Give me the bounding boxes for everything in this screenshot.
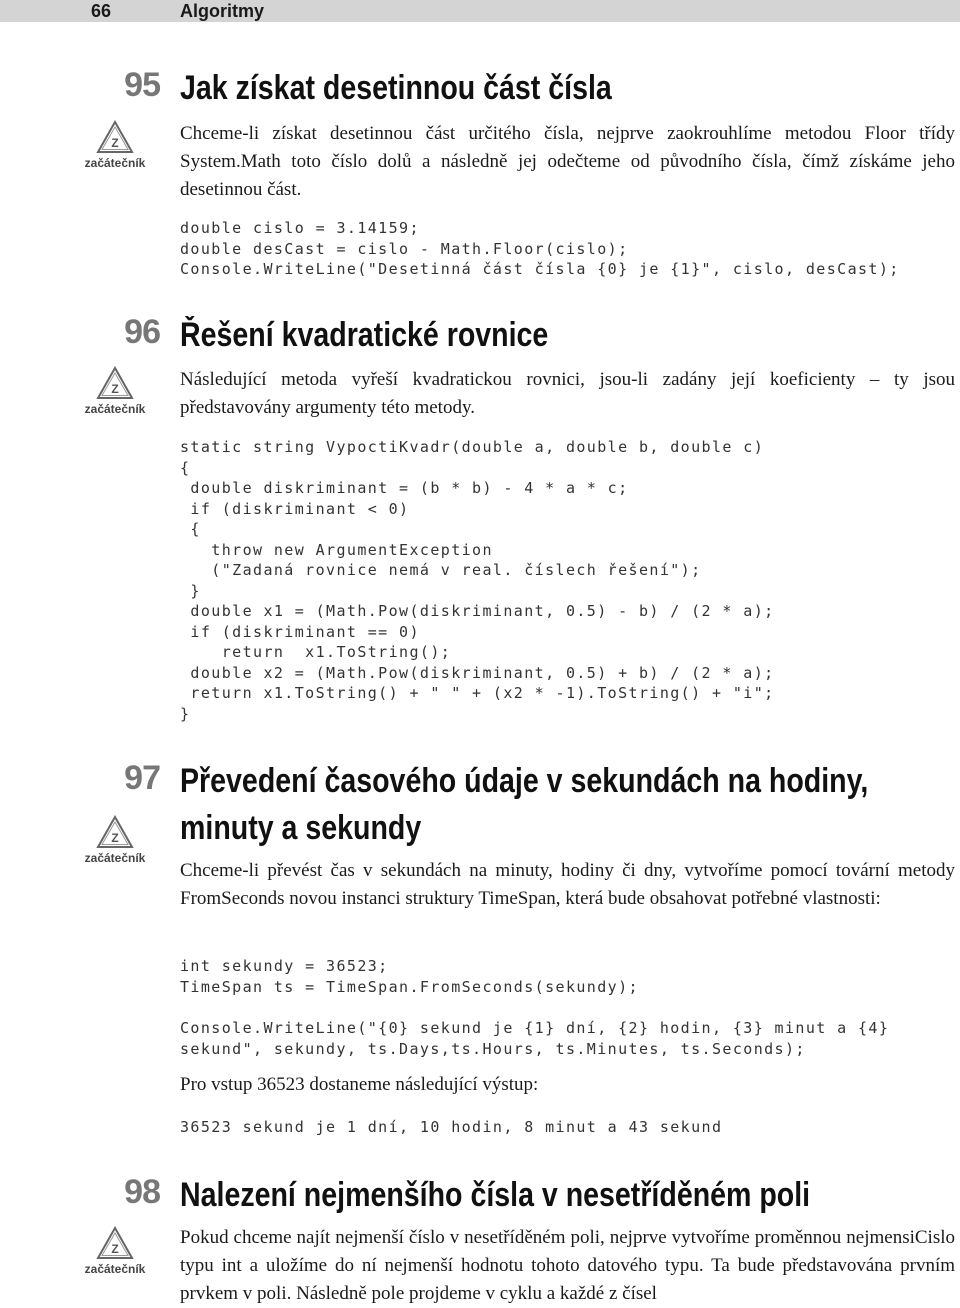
badge-letter: Z [111, 831, 119, 845]
page-number: 66 [91, 1, 112, 21]
tip-number-96: 96 [124, 313, 160, 351]
beginner-badge [84, 1226, 146, 1286]
tip-paragraph-97: Chceme-li převést čas v sekundách na minuty, hodiny či dny, vytvoříme pomocí tovární metody FromSeconds novou instanci struktury TimeSpan, která bude obsahovat potřebné vlastnosti: [180, 860, 955, 909]
code-block-97b: Console.WriteLine("{0} sekund je {1} dní, {2} hodin, {3} minut a {4} sekund", sekundy, ts.Days,ts.Hours, ts.Minutes, ts.Seconds); [180, 1019, 890, 1058]
badge-letter: Z [111, 1242, 119, 1256]
code-block-95: double cislo = 3.14159; double desCast = cislo - Math.Floor(cislo); Console.WriteLine("Desetinná část čísla {0} je {1}", cislo, desCast); [180, 219, 900, 278]
tip-paragraph-95: Chceme-li získat desetinnou část určitého čísla, nejprve zaokrouhlíme metodou Floor třídy System.Math toto číslo dolů a následně jej odečteme od původního čísla, čímž získáme jeho desetinnou část. [180, 123, 955, 200]
beginner-badge [84, 815, 146, 875]
tip-paragraph-96: Následující metoda vyřeší kvadratickou rovnici, jsou-li zadány její koeficienty – ty jsou představovány argumenty této metody. [180, 369, 955, 418]
warning-triangle-icon [96, 120, 134, 154]
tip-paragraph-98: Pokud chceme najít nejmenší číslo v nesetříděném poli, nejprve vytvoříme proměnnou nejmensiCislo typu int a uložíme do ní nejmenší hodnotu tohoto datového typu. Ta bude představována prvním prvkem v poli. Následně pole projdeme v cyklu a každé z čísel [180, 1227, 955, 1304]
tip-number-97: 97 [124, 759, 160, 797]
badge-label: začátečník [84, 1262, 146, 1276]
tip-title-98: Nalezení nejmenšího čísla v nesetříděném poli [180, 1176, 811, 1214]
code-block-97a: int sekundy = 36523; TimeSpan ts = TimeSpan.FromSeconds(sekundy); [180, 957, 639, 996]
warning-triangle-icon [96, 366, 134, 400]
badge-letter: Z [111, 136, 119, 150]
tip-title-96: Řešení kvadratické rovnice [180, 316, 549, 354]
badge-label: začátečník [84, 156, 146, 170]
tip-number-95: 95 [124, 66, 160, 104]
badge-letter: Z [111, 382, 119, 396]
warning-triangle-icon [96, 1226, 134, 1260]
code-block-96: static string VypoctiKvadr(double a, double b, double c) { double diskriminant = (b * b) - 4 * a * c; if (diskriminant < 0) { throw new ArgumentException ("Zadaná rovnice nemá v real. číslech řešení"); } double x1 = (Math.Pow(diskriminant, 0.5) - b) / (2 * a); if (diskriminant == 0) return x1.ToString(); double x2 = (Math.Pow(diskriminant, 0.5) + b) / (2 * a); return x1.ToString() + " " + (x2 * -1).ToString() + "i"; } [180, 438, 775, 723]
tip-title-97-line2: minuty a sekundy [180, 809, 422, 847]
tip-number-98: 98 [124, 1173, 160, 1211]
page-header [0, 0, 960, 22]
beginner-badge [84, 120, 146, 180]
badge-label: začátečník [84, 402, 146, 416]
beginner-badge [84, 366, 146, 426]
warning-triangle-icon [96, 815, 134, 849]
tip-title-97-line1: Převedení časového údaje v sekundách na hodiny, [180, 762, 869, 800]
output-intro: Pro vstup 36523 dostaneme následující výstup: [180, 1074, 539, 1095]
tip-title-95: Jak získat desetinnou část čísla [180, 69, 612, 107]
chapter-title: Algoritmy [180, 1, 265, 21]
output-block: 36523 sekund je 1 dní, 10 hodin, 8 minut a 43 sekund [180, 1118, 723, 1136]
badge-label: začátečník [84, 851, 146, 865]
